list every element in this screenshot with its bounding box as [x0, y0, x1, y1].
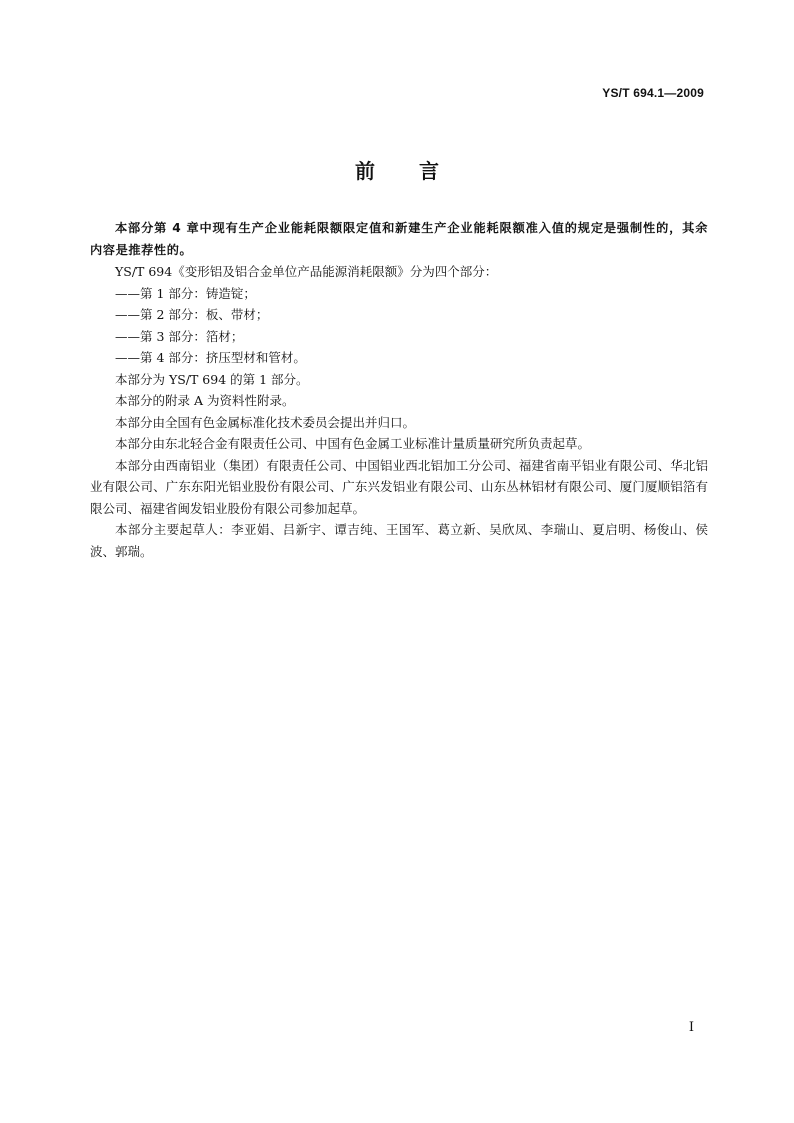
lead-drafter-paragraph: 本部分由东北轻合金有限责任公司、中国有色金属工业标准计量质量研究所负责起草。 [115, 436, 591, 451]
title-char-2: 言 [419, 159, 439, 183]
part-list-item: ——第 3 部分：箔材； [115, 328, 244, 344]
series-intro-paragraph: YS/T 694《变形铝及铝合金单位产品能源消耗限额》分为四个部分： [115, 264, 498, 279]
mandatory-clause-paragraph: 本部分第 4 章中现有生产企业能耗限额限定值和新建生产企业能耗限额准入值的规定是强制性的，其余内容是推荐性的。 [90, 221, 708, 257]
foreword-body [90, 218, 708, 562]
participants-paragraph: 本部分由西南铝业（集团）有限责任公司、中国铝业西北铝加工分公司、福建省南平铝业有限公司、华北铝业有限公司、广东东阳光铝业股份有限公司、广东兴发铝业有限公司、山东丛林铝材有限公司、厦门厦顺铝箔有限公司、福建省闽发铝业股份有限公司参加起草。 [90, 457, 708, 516]
standard-code: YS/T 694.1—2009 [602, 86, 704, 100]
part-list-item: ——第 4 部分：挤压型材和管材。 [115, 350, 306, 365]
title-char-1: 前 [355, 159, 375, 183]
page-number: I [688, 1020, 694, 1035]
appendix-paragraph: 本部分的附录 A 为资料性附录。 [115, 393, 295, 408]
part-list-item: ——第 2 部分：板、带材； [115, 307, 269, 322]
drafters-paragraph: 本部分主要起草人：李亚娟、吕新宇、谭吉纯、王国军、葛立新、吴欣凤、李瑞山、夏启明、杨俊山、侯波、郭瑞。 [90, 522, 708, 559]
part-list-item: ——第 1 部分：铸造锭； [115, 285, 256, 301]
part-statement-paragraph: 本部分为 YS/T 694 的第 1 部分。 [115, 371, 309, 387]
page-title [0, 155, 794, 184]
proposer-paragraph: 本部分由全国有色金属标准化技术委员会提出并归口。 [115, 414, 416, 430]
